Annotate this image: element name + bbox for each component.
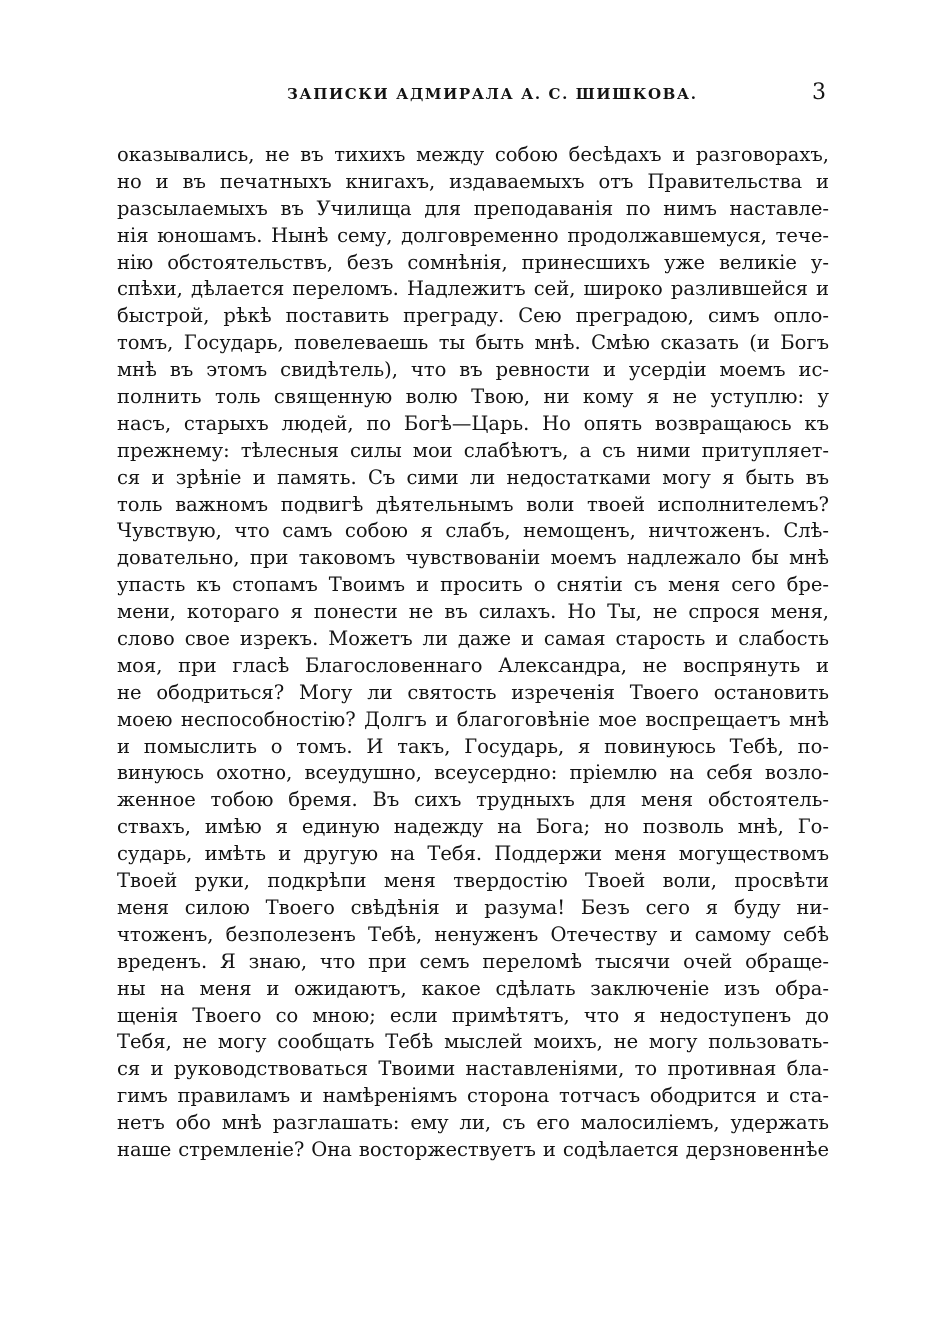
text-line: прежнему: тѣлесныя силы мои слабѣютъ, а съ ними притупляет- bbox=[117, 438, 829, 462]
text-line: гимъ правиламъ и намѣреніямъ сторона тотчасъ ободрится и ста- bbox=[117, 1084, 829, 1108]
text-line: упасть къ стопамъ Твоимъ и просить о снятіи съ меня сего бре- bbox=[117, 573, 829, 597]
text-line: моя, при гласѣ Благословеннаго Александра, не воспрянуть и bbox=[117, 653, 829, 677]
text-line: мени, котораго я понести не въ силахъ. Но Ты, не спрося меня, bbox=[117, 600, 829, 624]
text-line: но и въ печатныхъ книгахъ, издаваемыхъ отъ Правительства и bbox=[117, 169, 829, 193]
text-line: нетъ обо мнѣ разглашать: ему ли, съ его малосиліемъ, удержать bbox=[117, 1111, 829, 1135]
body-text bbox=[117, 142, 829, 1164]
text-line: нію обстоятельствъ, безъ сомнѣнія, принесшихъ уже великіе у- bbox=[117, 250, 829, 274]
text-line: оказывались, не въ тихихъ между собою бесѣдахъ и разговорахъ, bbox=[117, 143, 829, 166]
text-line: наше стремленіе? Она восторжествуетъ и содѣлается дерзновеннѣе bbox=[117, 1137, 829, 1161]
text-line: ся и руководствоваться Твоими наставленіями, то противная бла- bbox=[117, 1057, 829, 1081]
text-line: толь важномъ подвигѣ дѣятельнымъ воли твоей исполнителемъ? bbox=[117, 492, 829, 516]
text-line: ны на меня и ожидаютъ, какое сдѣлать заключеніе изъ обра- bbox=[117, 976, 829, 1000]
text-line: женное тобою бремя. Въ сихъ трудныхъ для меня обстоятель- bbox=[117, 788, 829, 812]
text-line: Тебя, не могу сообщать Тебѣ мыслей моихъ, не могу пользовать- bbox=[117, 1030, 829, 1054]
text-line: довательно, при таковомъ чувствованіи моемъ надлежало бы мнѣ bbox=[117, 546, 829, 570]
text-line: мнѣ въ этомъ свидѣтель), что въ ревности и усердіи моемъ ис- bbox=[117, 358, 829, 382]
text-line: слово свое изрекъ. Можетъ ли даже и самая старость и слабость bbox=[117, 627, 829, 651]
text-line: не ободриться? Могу ли святость изреченія Твоего остановить bbox=[117, 680, 829, 704]
text-line: разсылаемыхъ въ Училища для преподаванія по нимъ наставле- bbox=[117, 196, 829, 220]
text-line: быстрой, рѣкѣ поставить преграду. Сею преградою, симъ опло- bbox=[117, 304, 829, 328]
text-line: ствахъ, имѣю я единую надежду на Бога; но позволь мнѣ, Го- bbox=[117, 815, 829, 839]
text-line: ся и зрѣніе и память. Съ сими ли недостатками могу я быть въ bbox=[117, 465, 829, 489]
text-line: полнить толь священную волю Твою, ни кому я не уступлю: у bbox=[117, 385, 829, 409]
text-line: томъ, Государь, повелеваешь ты быть мнѣ. Смѣю сказать (и Богъ bbox=[117, 331, 829, 355]
text-line: насъ, старыхъ людей, по Богѣ—Царь. Но опять возвращаюсь къ bbox=[117, 411, 829, 435]
running-title: ЗАПИСКИ АДМИРАЛА А. С. ШИШКОВА. bbox=[287, 85, 698, 103]
text-line: моею неспособностію? Долгъ и благоговѣніе мое воспрещаетъ мнѣ bbox=[117, 707, 829, 731]
page-number: 3 bbox=[812, 80, 826, 105]
text-line: щенія Твоего со мною; если примѣтятъ, что я недоступенъ до bbox=[117, 1003, 829, 1027]
text-line: вреденъ. Я знаю, что при семъ переломѣ тысячи очей обраще- bbox=[117, 949, 829, 973]
text-line: сударь, имѣть и другую на Тебя. Поддержи меня могуществомъ bbox=[117, 842, 829, 866]
text-line: Чувствую, что самъ собою я слабъ, немощенъ, ничтоженъ. Слѣ- bbox=[117, 519, 829, 543]
text-line: и помыслить о томъ. И такъ, Государь, я повинуюсь Тебѣ, по- bbox=[117, 734, 829, 758]
text-line: Твоей руки, подкрѣпи меня твердостію Твоей воли, просвѣти bbox=[117, 869, 829, 893]
text-line: нія юношамъ. Нынѣ сему, долговременно продолжавшемуся, тече- bbox=[117, 223, 829, 247]
text-line: спѣхи, дѣлается переломъ. Надлежитъ сей, широко разлившейся и bbox=[117, 277, 829, 301]
text-line: меня силою Твоего свѣдѣнія и разума! Безъ сего я буду ни- bbox=[117, 895, 829, 919]
text-line: чтоженъ, безполезенъ Тебѣ, ненуженъ Отечеству и самому себѣ bbox=[117, 922, 829, 946]
text-line: винуюсь охотно, всеудушно, всеусердно: пріемлю на себя возло- bbox=[117, 761, 829, 785]
